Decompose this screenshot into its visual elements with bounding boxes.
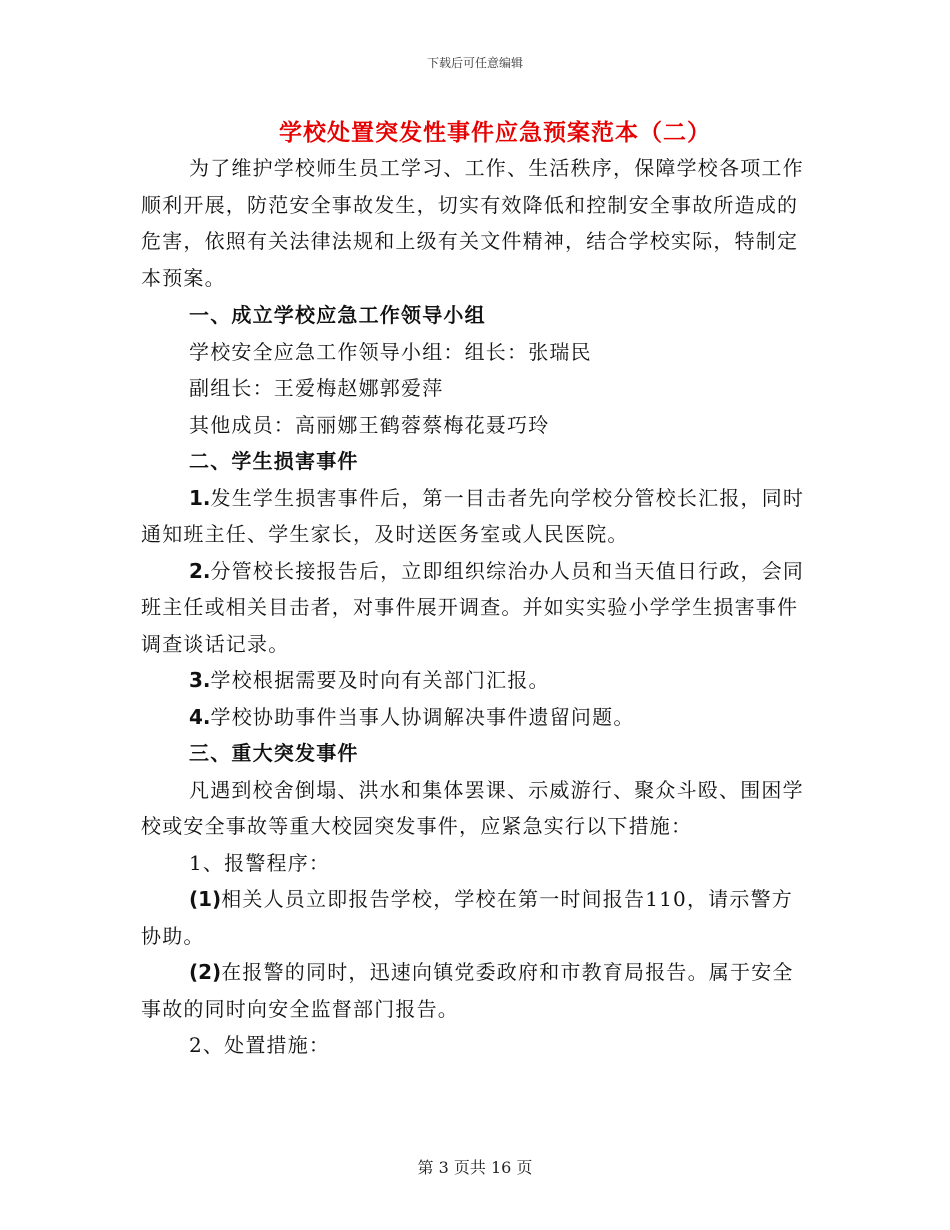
injury-item-3	[141, 662, 811, 699]
alarm-procedure-heading: 1、报警程序：	[189, 850, 331, 875]
injury-item-4	[141, 699, 811, 736]
injury-item-2	[141, 553, 811, 663]
page-number: 第 3 页共 16 页	[417, 1158, 533, 1177]
item-text: 相关人员立即报告学校，学校在第一时间报告110，请示警方协助。	[141, 887, 793, 948]
item-number: 2.	[189, 558, 211, 583]
item-text: 分管校长接报告后，立即组织综治办人员和当天值日行政，会同班主任或相关目击者，对事件展开调查。并如实实验小学学生损害事件调查谈话记录。	[141, 558, 805, 656]
item-number: 1.	[189, 485, 211, 510]
leadership-line-2: 副组长：王爱梅赵娜郭爱萍	[189, 376, 444, 400]
section-heading-leadership: 一、成立学校应急工作领导小组	[189, 303, 486, 327]
document-body	[141, 150, 811, 1064]
alarm-item-1	[141, 881, 811, 954]
leadership-line-1: 学校安全应急工作领导小组：组长：张瑞民	[189, 339, 592, 364]
item-text: 发生学生损害事件后，第一目击者先向学校分管校长汇报，同时通知班主任、学生家长，及时送医务室或人民医院。	[141, 485, 805, 546]
item-number: 4.	[189, 704, 211, 729]
disposal-measures-heading: 2、处置措施：	[189, 1033, 331, 1057]
section-heading-student-injury: 二、学生损害事件	[189, 449, 359, 473]
item-text: 在报警的同时，迅速向镇党委政府和市教育局报告。属于安全事故的同时向安全监督部门报告。	[141, 960, 794, 1021]
item-text: 学校根据需要及时向有关部门汇报。	[210, 668, 550, 692]
injury-item-1	[141, 480, 811, 553]
document-title: 学校处置突发性事件应急预案范本（二）	[279, 120, 711, 146]
alarm-item-2	[141, 954, 811, 1027]
leadership-line-3: 其他成员：高丽娜王鹤蓉蔡梅花聂巧玲	[189, 412, 550, 437]
intro-paragraph: 为了维护学校师生员工学习、工作、生活秩序，保障学校各项工作顺利开展，防范安全事故发生，切实有效降低和控制安全事故所造成的危害，依照有关法律法规和上级有关文件精神，结合学校实际，特制定本预案。	[141, 156, 804, 290]
item-text: 学校协助事件当事人协调解决事件遗留问题。	[210, 704, 635, 729]
section-heading-major-emergency: 三、重大突发事件	[189, 741, 359, 765]
item-number: 3.	[189, 668, 211, 692]
item-number: (2)	[189, 960, 222, 984]
item-number: (1)	[189, 887, 222, 911]
header-note: 下载后可任意编辑	[426, 56, 523, 70]
emergency-intro: 凡遇到校舍倒塌、洪水和集体罢课、示威游行、聚众斗殴、围困学校或安全事故等重大校园突发事件，应紧急实行以下措施：	[141, 777, 804, 838]
